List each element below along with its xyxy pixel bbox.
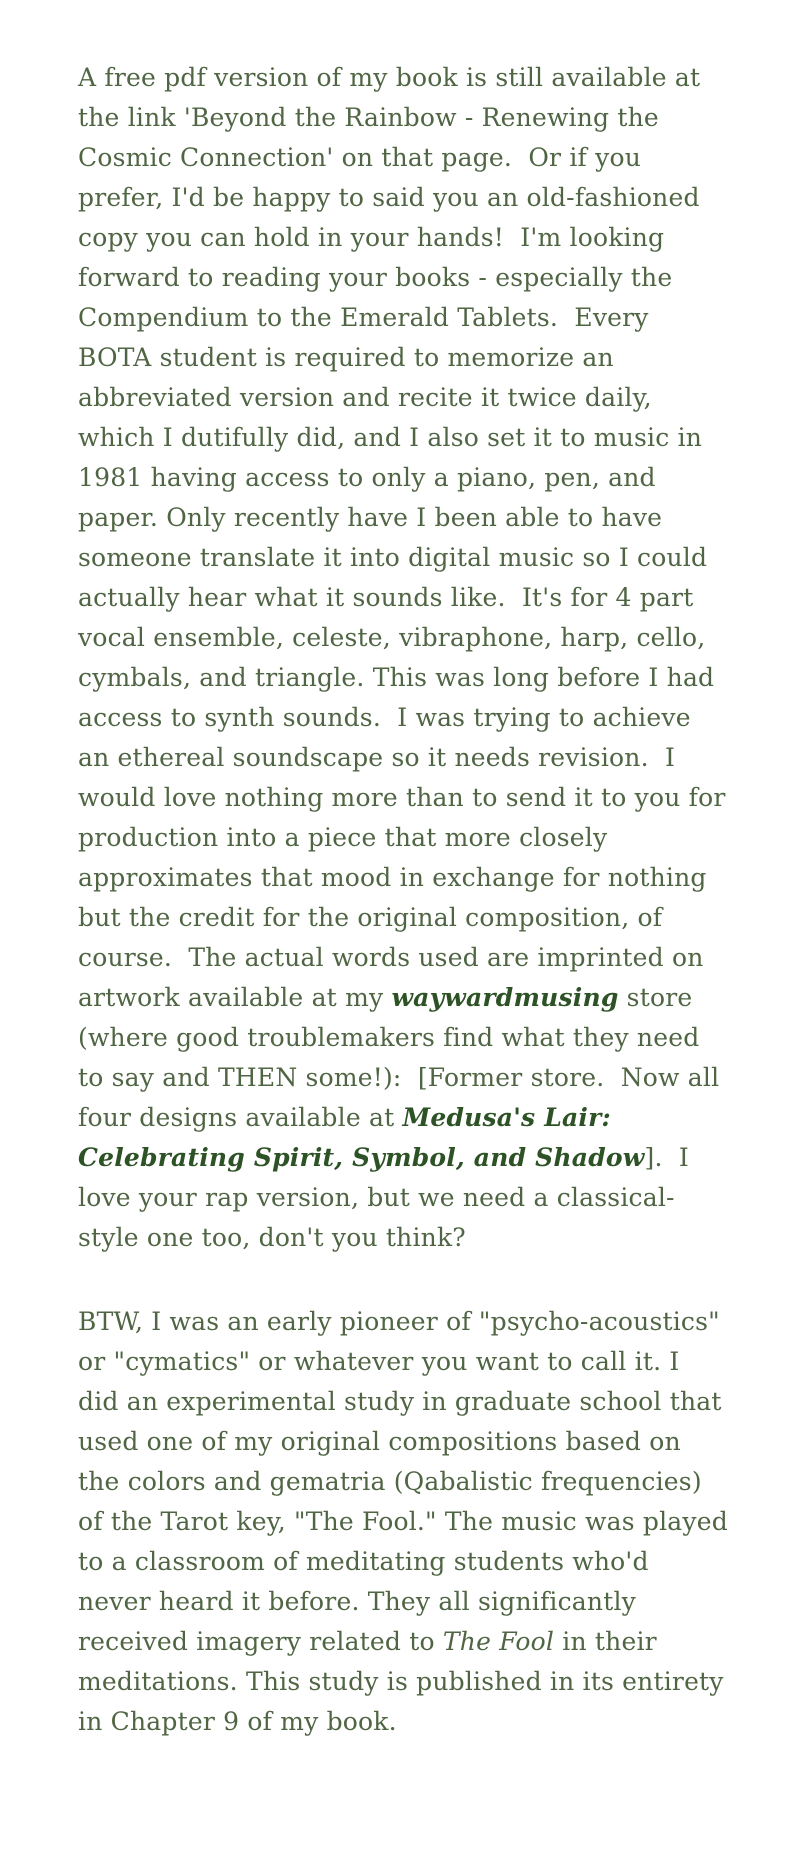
comment-body	[78, 58, 737, 1742]
the-fool-italic: The Fool	[442, 1627, 555, 1656]
paragraph-1	[78, 58, 734, 1258]
waywardmusing-store-link[interactable]: waywardmusing	[391, 983, 619, 1012]
paragraph-2-text: in their meditations. This study is published in its entirety in Chapter 9 of my book.	[78, 1627, 732, 1736]
paragraph-2	[78, 1302, 737, 1742]
paragraph-1-text: store (where good troublemakers find what they need to say and THEN some!): [Former store. Now all four designs available at	[78, 983, 728, 1132]
medusas-lair-link[interactable]: Medusa's Lair: Celebrating Spirit, Symbol, and Shadow	[78, 1103, 645, 1172]
paragraph-1-text: A free pdf version of my book is still available at the link 'Beyond the Rainbow - Renewing the Cosmic Connection' on that page. Or if you prefer, I'd be happy to said you an old-fashioned copy you can hold in your hands! I'm looking forward to reading your books - especially the Compendium to the Emerald Tablets. Every BOTA student is required to memorize an abbreviated version and recite it twice daily, which I dutifully did, and I also set it to music in 1981 having access to only a piano, pen, and paper. Only recently have I been able to have someone translate it into digital music so I could actually hear what it sounds like. It's for 4 part vocal ensemble, celeste, vibraphone, harp, cello, cymbals, and triangle. This was long before I had access to synth sounds. I was trying to achieve an ethereal soundscape so it needs revision. I would love nothing more than to send it to you for production into a piece that more closely approximates that mood in exchange for nothing but the credit for the original composition, of course. The actual words used are imprinted on artwork available at my	[78, 63, 734, 1012]
paragraph-2-text: BTW, I was an early pioneer of "psycho-acoustics" or "cymatics" or whatever you want to call it. I did an experimental study in graduate school that used one of my original compositions based on the colors and gematria (Qabalistic frequencies) of the Tarot key, "The Fool." The music was played to a classroom of meditating students who'd never heard it before. They all significantly received imagery related to	[78, 1307, 737, 1656]
paragraph-1-text: ]. I love your rap version, but we need a classical-style one too, don't you think?	[78, 1143, 698, 1252]
